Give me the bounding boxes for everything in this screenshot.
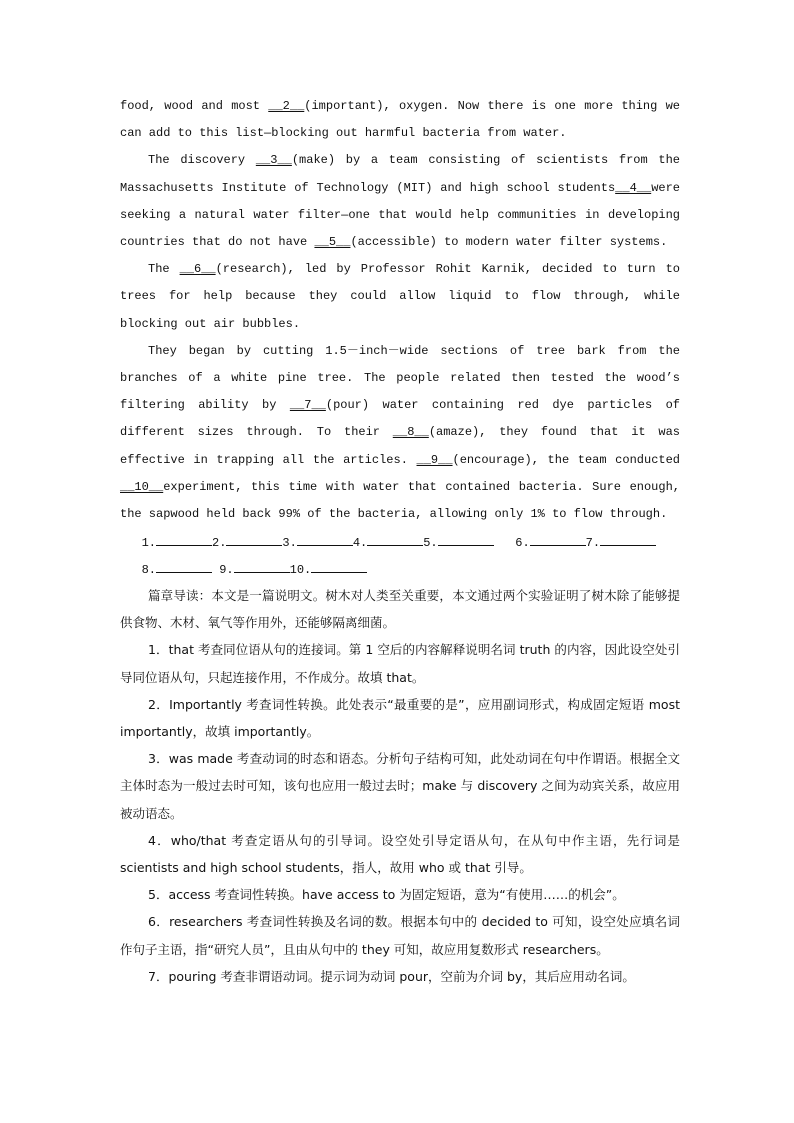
explanation-1: 1．that 考查同位语从句的连接词。第 1 空后的内容解释说明名词 truth 的内容，因此设空处引导同位语从句，只起连接作用，不作成分。故填 that。 [120,642,680,685]
answer-line-1[interactable] [156,533,212,546]
answer-number-5: 5. [423,536,438,550]
answer-line-2[interactable] [226,533,282,546]
passage-text: They began by cutting 1.5－inch－wide sections of tree bark from the branches of a white pine tree. The people related then tested the wood’s filtering ability by [120,343,680,413]
passage-text: The [148,262,180,277]
answer-line-9[interactable] [234,560,290,573]
passage-paragraph-4 [120,338,680,528]
answer-line-3[interactable] [297,533,353,546]
passage-text: (research), led by Professor Rohit Karnik, decided to turn to trees for help because they could allow liquid to flow through, while blocking out air bubbles. [120,262,680,331]
answer-line-4[interactable] [367,533,423,546]
answer-line-5[interactable] [438,533,494,546]
explanation-7: 7．pouring 考查非谓语动词。提示词为动词 pour，空前为介词 by，其后应用动名词。 [148,968,635,984]
passage-text: (encourage), the team conducted [452,452,680,467]
passage-text: (amaze), they found that it was effective in trapping all the articles. [120,425,680,467]
explanation-6: 6．researchers 考查词性转换及名词的数。根据本句中的 decided to 可知，设空处应填名词作句子主语，指“研究人员”，且由从句中的 they 可知，故应用复数形式 researchers。 [120,914,680,957]
answer-line-10[interactable] [311,560,367,573]
blank-4: __4__ [615,180,652,195]
answer-number-2: 2. [212,536,227,550]
answer-line-8[interactable] [156,560,212,573]
explanation-3: 3．was made 考查动词的时态和语态。分析句子结构可知，此处动词在句中作谓语。根据全文主体时态为一般过去时可知，该句也应用一般过去时；make 与 discovery 之间为动宾关系，故应用被动语态。 [120,751,680,821]
answer-line-6[interactable] [530,533,586,546]
answer-number-6: 6. [515,536,530,550]
answer-number-3: 3. [282,536,297,550]
answer-blanks [120,530,680,584]
blank-2: __2__ [268,99,305,113]
passage-text: The discovery [148,153,256,168]
answer-row-2 [120,557,680,584]
blank-3: __3__ [255,153,292,168]
passage-text: food, wood and most [120,99,269,113]
passage-text: experiment, this time with water that contained bacteria. Sure enough, the sapwood held back 99% of the bacteria, allowing only 1% to flow through. [120,479,680,522]
blank-5: __5__ [314,235,351,250]
blank-6: __6__ [179,262,216,277]
passage-guide: 篇章导读：本文是一篇说明文。树木对人类至关重要，本文通过两个实验证明了树木除了能够提供食物、木材、氧气等作用外，还能够隔离细菌。 [120,588,680,631]
answer-line-7[interactable] [600,533,656,546]
explanation-4: 4．who/that 考查定语从句的引导词。设空处引导定语从句，在从句中作主语，先行词是 scientists and high school students，指人，故用 who 或 that 引导。 [120,832,680,876]
answer-row-1 [120,530,680,557]
explanation-5: 5．access 考查词性转换。have access to 为固定短语，意为“有使用……的机会”。 [148,887,625,903]
reading-passage [120,93,680,528]
passage-paragraph-3 [120,256,680,338]
passage-paragraph-1 [120,93,680,147]
answer-number-4: 4. [352,536,368,550]
blank-8: __8__ [392,425,429,440]
passage-paragraph-2 [120,147,680,256]
answer-number-7: 7. [585,536,601,550]
blank-10: __10__ [120,479,164,494]
answer-number-8: 8. [141,563,157,577]
blank-7: __7__ [289,398,326,413]
answer-explanations [120,582,680,990]
explanation-2: 2．Importantly 考查词性转换。此处表示“最重要的是”，应用副词形式，构成固定短语 most importantly，故填 importantly。 [120,696,680,740]
passage-text: (make) by a team consisting of scientists from the Massachusetts Institute of Technology (MIT) and high school students [120,153,680,195]
answer-number-1: 1. [141,536,157,550]
answer-number-10: 10. [289,563,312,577]
passage-text: (pour) water containing red dye particles of different sizes through. To their [120,398,680,440]
answer-number-9: 9. [219,563,234,577]
passage-text: were seeking a natural water filter—one that would help communities in developing countries that do not have [120,180,680,250]
passage-text: (important), oxygen. Now there is one more thing we can add to this list—blocking out harmful bacteria from water. [120,99,680,141]
blank-9: __9__ [416,452,453,467]
passage-text: (accessible) to modern water filter systems. [350,235,668,250]
